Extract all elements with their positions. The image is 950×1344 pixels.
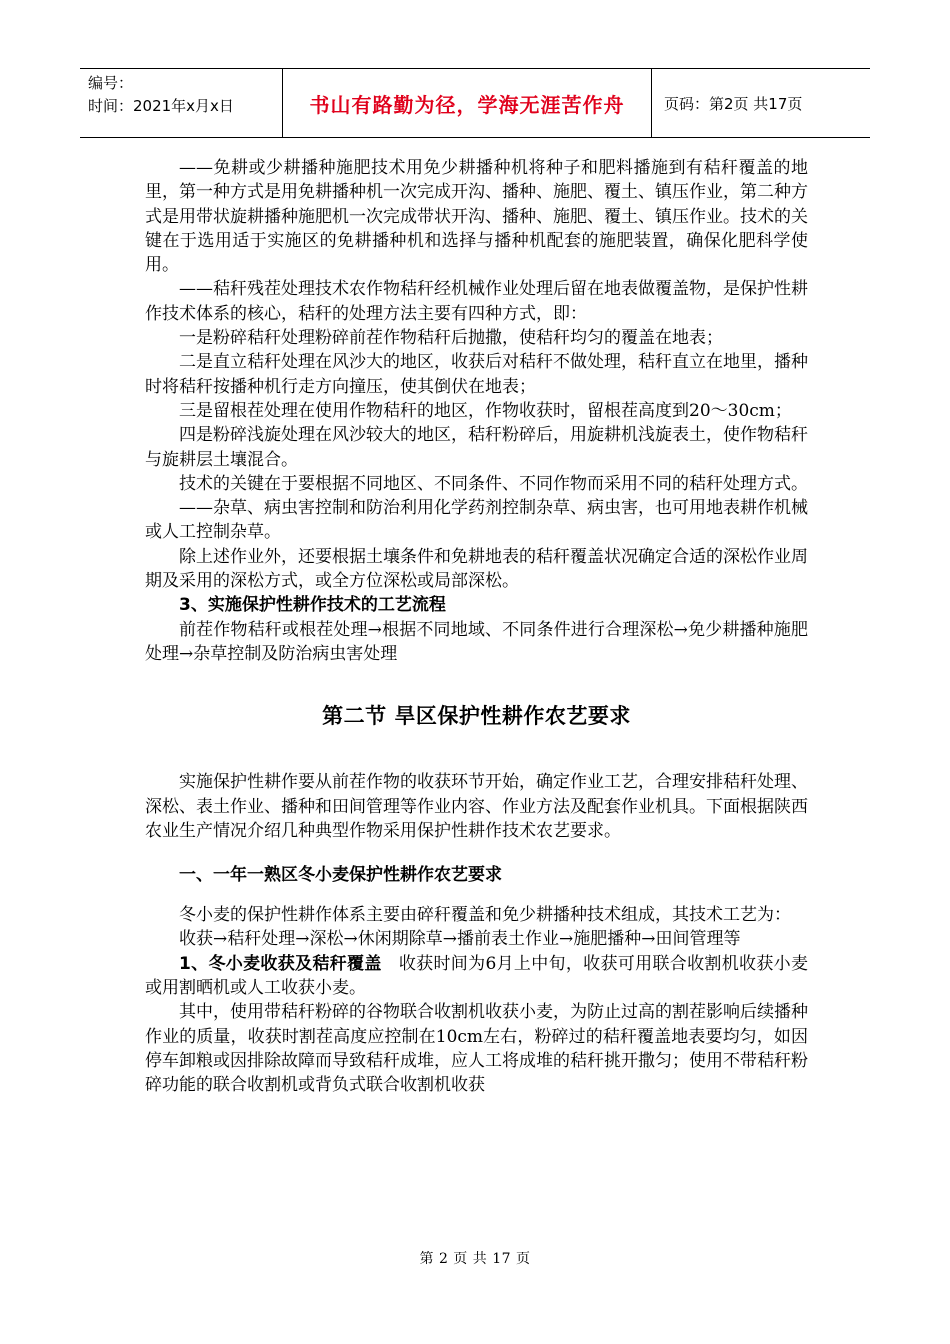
paragraph: ——免耕或少耕播种施肥技术用免少耕播种机将种子和肥料播施到有秸秆覆盖的地里，第一种方式是用免耕播种机一次完成开沟、播种、施肥、覆土、镇压作业，第二种方式是用带状旋耕播种施肥机一次完成带状开沟、播种、施肥、覆土、镇压作业。技术的关键在于选用适于实施区的免耕播种机和选择与播种机配套的施肥装置，确保化肥科学使用。 xyxy=(145,158,808,276)
paragraph: 三是留根茬处理在使用作物秸秆的地区，作物收获时，留根茬高度到20～30cm； xyxy=(179,400,792,421)
header-motto: 书山有路勤为径，学海无涯苦作舟 xyxy=(282,69,652,137)
item-text: 收获时间为6月上中旬，收获可用联合收割机收获小麦或用割晒机或人工收获小麦。 xyxy=(145,953,808,999)
section-intro-paragraph: 实施保护性耕作要从前茬作物的收获环节开始，确定作业工艺，合理安排秸秆处理、深松、表土作业、播种和田间管理等作业内容、作业方法及配套作业机具。下面根据陕西农业生产情况介绍几种典型作物采用保护性耕作技术农艺要求。 xyxy=(145,772,808,841)
header-meta xyxy=(80,69,282,137)
document-date-label: 时间：2021年x月x日 xyxy=(88,97,234,115)
paragraph: 除上述作业外，还要根据土壤条件和免耕地表的秸秆覆盖状况确定合适的深松作业周期及采用的深松方式，或全方位深松或局部深松。 xyxy=(145,546,808,592)
subsection-title: 一、一年一熟区冬小麦保护性耕作农艺要求 xyxy=(179,865,502,886)
paragraph: 技术的关键在于要根据不同地区、不同条件、不同作物而采用不同的秸秆处理方式。 xyxy=(179,473,808,494)
process-flow-paragraph: 前茬作物秸秆或根茬处理→根据不同地域、不同条件进行合理深松→免少耕播种施肥处理→杂草控制及防治病虫害处理 xyxy=(145,619,808,664)
section-title: 第二节 旱区保护性耕作农艺要求 xyxy=(322,704,631,729)
paragraph: 一是粉碎秸秆处理粉碎前茬作物秸秆后抛撒，使秸秆均匀的覆盖在地表； xyxy=(179,328,723,349)
process-heading: 3、实施保护性耕作技术的工艺流程 xyxy=(179,595,446,616)
header-page-info: 页码：第2页 共17页 xyxy=(664,94,803,113)
item-paragraph xyxy=(145,952,808,1001)
paragraph: ——秸秆残茬处理技术农作物秸秆经机械作业处理后留在地表做覆盖物，是保护性耕作技术体系的核心，秸秆的处理方法主要有四种方式，即： xyxy=(145,279,808,324)
page-footer: 第 2 页 共 17 页 xyxy=(419,1251,531,1267)
paragraph: 其中，使用带秸秆粉碎的谷物联合收割机收获小麦，为防止过高的割茬影响后续播种作业的质量，收获时割茬高度应控制在10cm左右，粉碎过的秸秆覆盖地表要均匀，如因停车卸粮或因排除故障而导致秸秆成堆，应人工将成堆的秸秆挑开撒匀；使用不带秸秆粉碎功能的联合收割机或背负式联合收割机收获 xyxy=(145,1002,808,1096)
paragraph: 冬小麦的保护性耕作体系主要由碎秆覆盖和免少耕播种技术组成，其技术工艺为： xyxy=(179,905,791,926)
document-body xyxy=(145,156,808,1098)
paragraph: 二是直立秸秆处理在风沙大的地区，收获后对秸秆不做处理，秸秆直立在地里，播种时将秸秆按播种机行走方向撞压，使其倒伏在地表； xyxy=(145,352,808,397)
paragraph: 收获→秸秆处理→深松→休闲期除草→播前表土作业→施肥播种→田间管理等 xyxy=(179,929,741,950)
paragraph: 四是粉碎浅旋处理在风沙较大的地区，秸秆粉碎后，用旋耕机浅旋表土，使作物秸秆与旋耕层土壤混合。 xyxy=(145,425,808,470)
paragraph: ——杂草、病虫害控制和防治利用化学药剂控制杂草、病虫害，也可用地表耕作机械或人工控制杂草。 xyxy=(145,498,808,543)
item-title: 1、冬小麦收获及秸秆覆盖 xyxy=(179,953,382,974)
document-number-label: 编号： xyxy=(88,74,134,92)
page-header xyxy=(80,68,870,138)
